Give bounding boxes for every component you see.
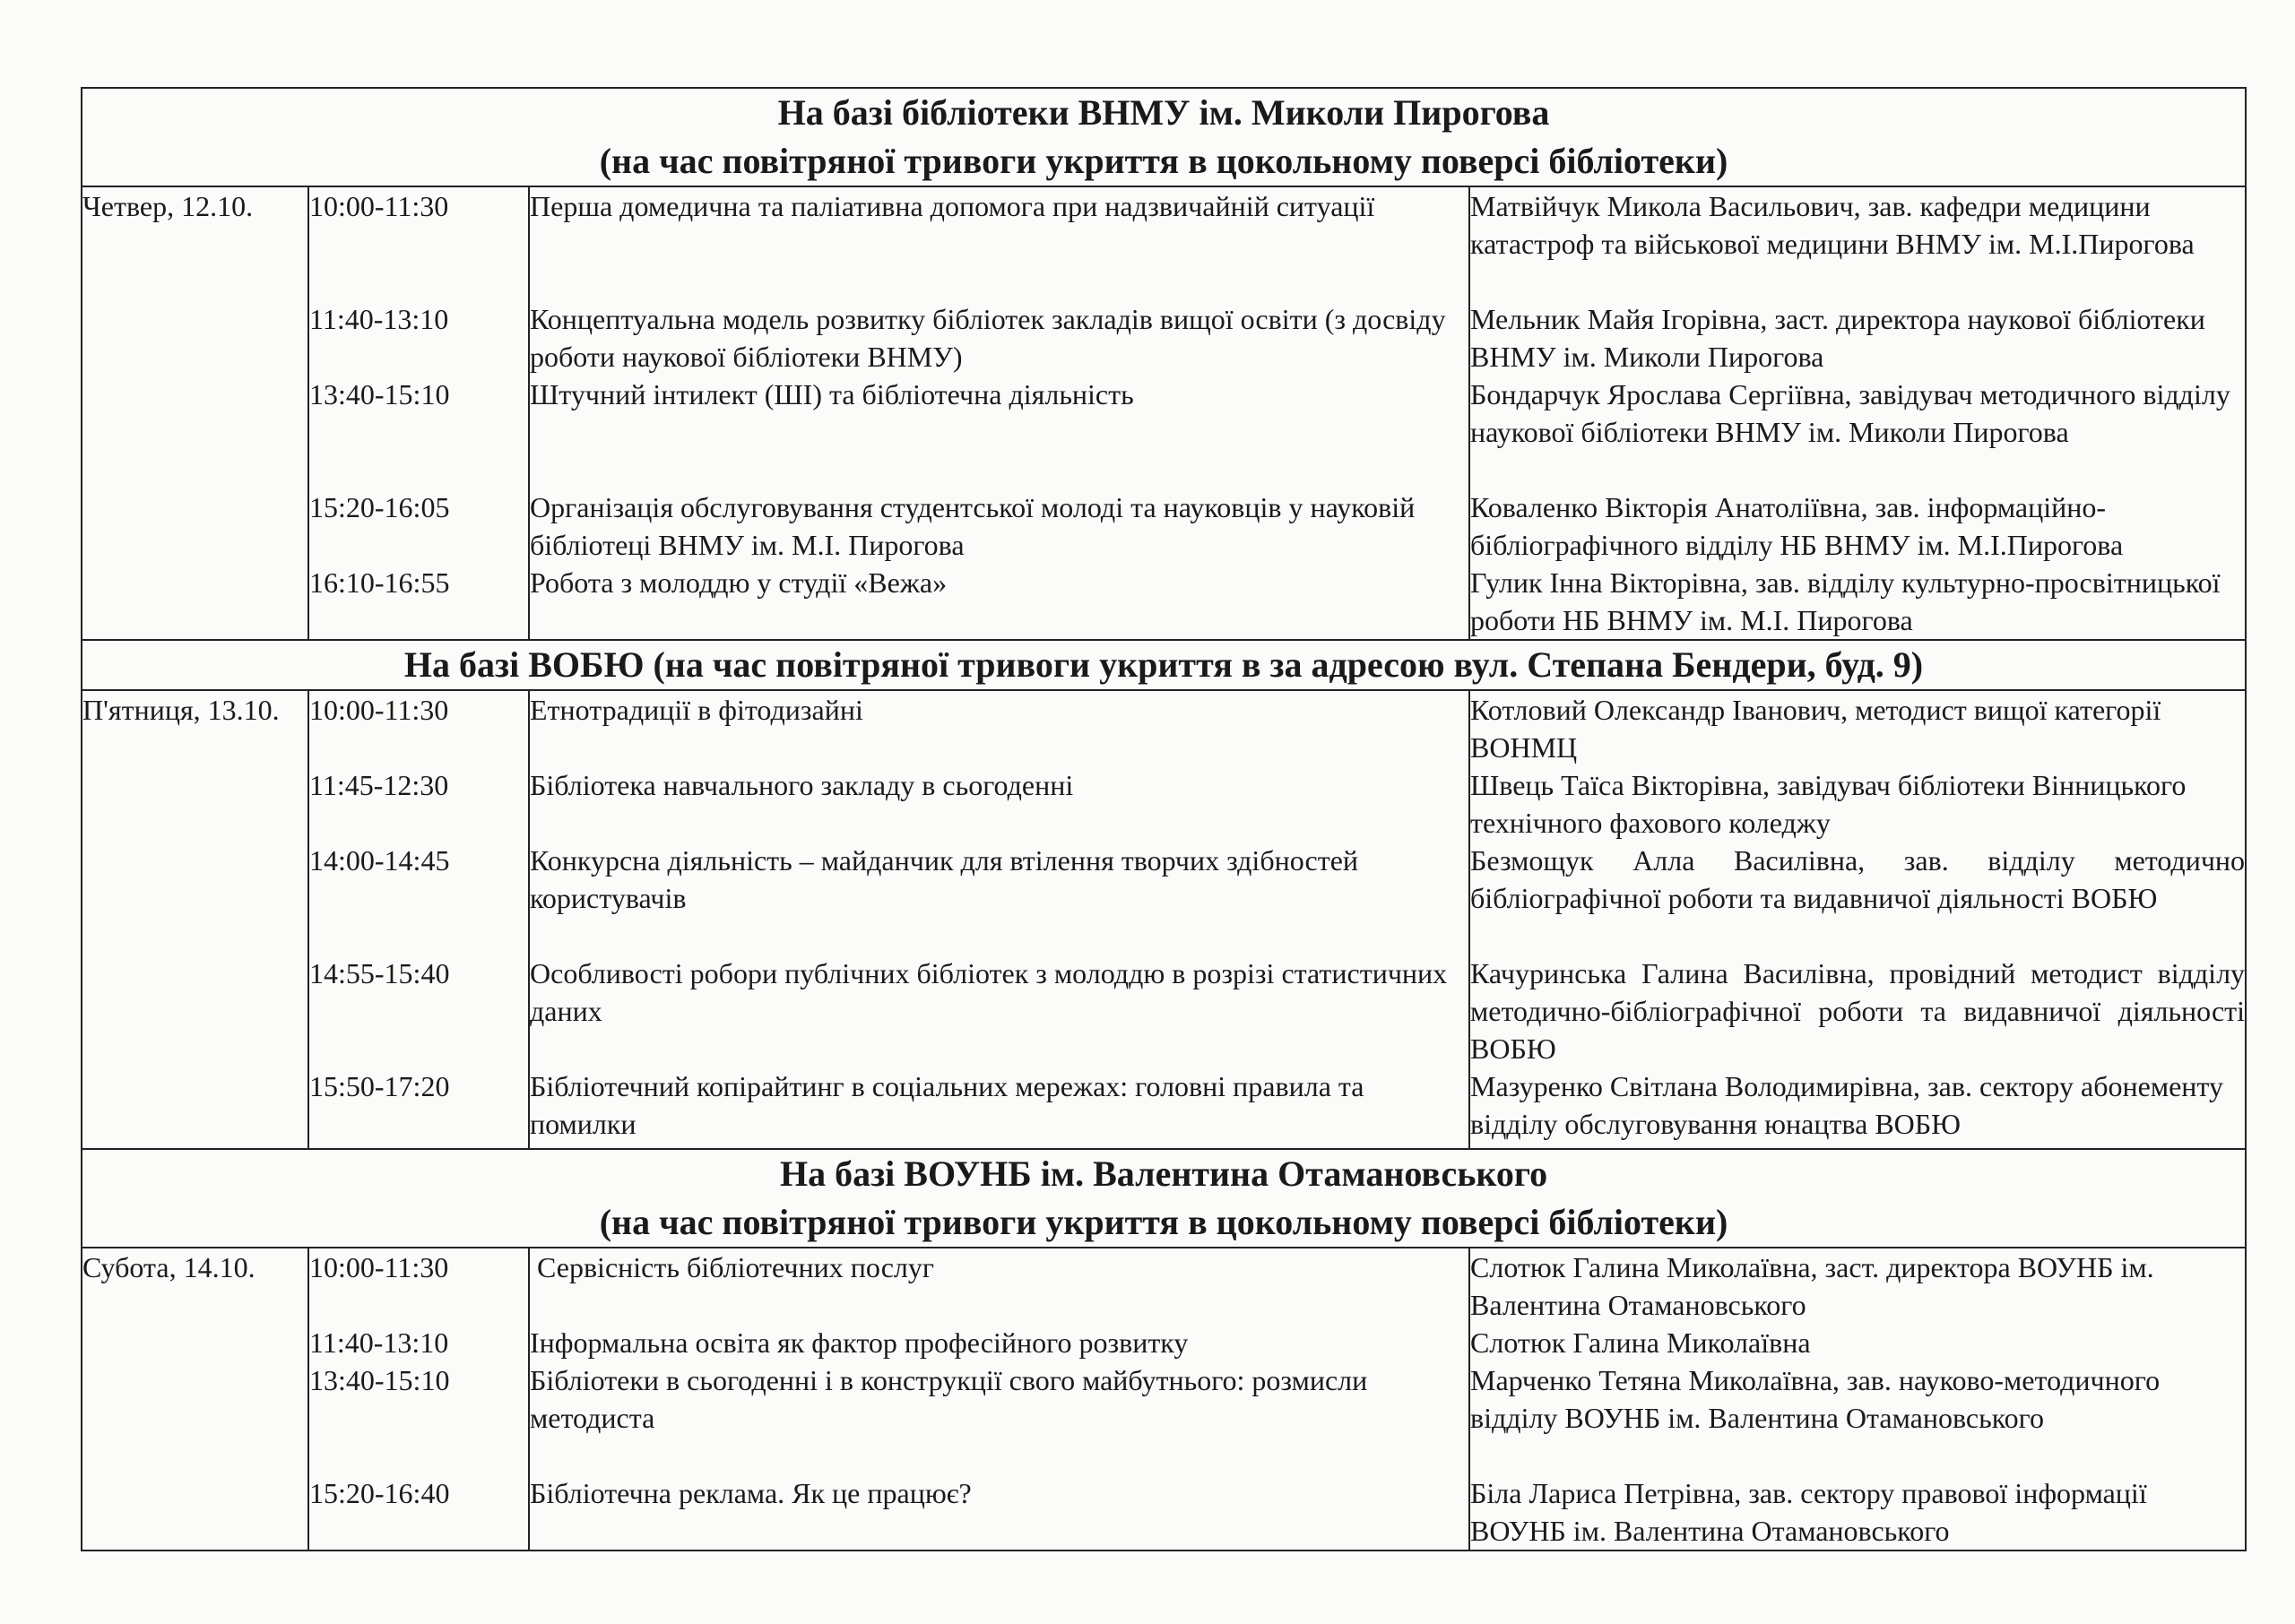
- time-slot: 15:50-17:20: [309, 1070, 450, 1102]
- topic-column: [529, 1248, 1469, 1551]
- topic: Перша домедична та паліативна допомога при надзвичайній ситуації: [530, 190, 1375, 222]
- topic: Бібліотека навчального закладу в сьогоденні: [530, 769, 1074, 801]
- topic: Робота з молоддю у студії «Вежа»: [530, 566, 948, 599]
- speaker: Мазуренко Світлана Володимирівна, зав. сектору абонементу відділу обслуговування юнацтва ВОБЮ: [1470, 1070, 2223, 1140]
- topic: Бібліотечна реклама. Як це працює?: [530, 1477, 972, 1509]
- time-column: [308, 690, 529, 1149]
- time-slot: 15:20-16:05: [309, 491, 450, 523]
- topic: Концептуальна модель розвитку бібліотек закладів вищої освіти (з досвіду роботи наукової бібліотеки ВНМУ): [530, 303, 1446, 373]
- topic-column: [529, 690, 1469, 1149]
- day-row: [82, 690, 2246, 1149]
- speaker: Коваленко Вікторія Анатоліївна, зав. інформаційно-бібліографічного відділу НБ ВНМУ ім. М.І.Пирогова: [1470, 491, 2124, 561]
- time-column: [308, 186, 529, 640]
- venue-header: [82, 640, 2246, 690]
- day-cell: Четвер, 12.10.: [82, 186, 308, 640]
- venue-shelter-note: (на час повітряної тривоги укриття в цокольному поверсі бібліотеки): [599, 141, 1728, 181]
- speaker: Качуринська Галина Василівна, провідний методист відділу методично-бібліографічної роботи та видавничої діяльності ВОБЮ: [1470, 957, 2246, 1065]
- speaker-column: [1469, 1248, 2246, 1551]
- time-slot: 11:40-13:10: [309, 303, 449, 335]
- topic: Етнотрадиції в фітодизайні: [530, 694, 863, 726]
- speaker: Швець Таїса Вікторівна, завідувач бібліотеки Вінницького технічного фахового коледжу: [1470, 769, 2187, 839]
- speaker: Мельник Майя Ігорівна, заст. директора наукової бібліотеки ВНМУ ім. Миколи Пирогова: [1470, 303, 2205, 373]
- venue-header: [82, 1149, 2246, 1248]
- time-slot: 14:00-14:45: [309, 844, 450, 877]
- venue-header: [82, 88, 2246, 186]
- topic: Конкурсна діяльність – майданчик для втілення творчих здібностей користувачів: [530, 844, 1359, 914]
- venue-title: На базі ВОУНБ ім. Валентина Отамановського: [779, 1153, 1548, 1194]
- schedule-table: [81, 87, 2247, 1551]
- time-column: [308, 1248, 529, 1551]
- topic: Бібліотечний копірайтинг в соціальних мережах: головні правила та помилки: [530, 1070, 1364, 1140]
- time-slot: 10:00-11:30: [309, 694, 449, 726]
- topic: Організація обслуговування студентської молоді та науковців у науковій бібліотеці ВНМУ ім. М.І. Пирогова: [530, 491, 1416, 561]
- venue-title: На базі бібліотеки ВНМУ ім. Миколи Пирогова: [777, 92, 1550, 133]
- speaker: Слотюк Галина Миколаївна, заст. директора ВОУНБ ім. Валентина Отамановського: [1470, 1251, 2154, 1321]
- speaker: Бондарчук Ярослава Сергіївна, завідувач методичного відділу наукової бібліотеки ВНМУ ім. Миколи Пирогова: [1470, 378, 2230, 448]
- time-slot: 13:40-15:10: [309, 378, 450, 410]
- topic-column: [529, 186, 1469, 640]
- speaker: Слотюк Галина Миколаївна: [1470, 1326, 1811, 1359]
- speaker: Біла Лариса Петрівна, зав. сектору правової інформації ВОУНБ ім. Валентина Отамановського: [1470, 1477, 2147, 1547]
- time-slot: 15:20-16:40: [309, 1477, 450, 1509]
- time-slot: 13:40-15:10: [309, 1364, 450, 1396]
- speaker-column: [1469, 186, 2246, 640]
- venue-shelter-note: (на час повітряної тривоги укриття в цокольному поверсі бібліотеки): [599, 1202, 1728, 1242]
- time-slot: 16:10-16:55: [309, 566, 450, 599]
- speaker: Котловий Олександр Іванович, методист вищої категорії ВОНМЦ: [1470, 694, 2161, 764]
- venue-title: На базі ВОБЮ (на час повітряної тривоги укриття в за адресою вул. Степана Бендери, буд. 9): [403, 644, 1924, 685]
- time-slot: 14:55-15:40: [309, 957, 450, 989]
- time-slot: 11:40-13:10: [309, 1326, 449, 1359]
- venue-header-row: [82, 640, 2246, 690]
- speaker: Марченко Тетяна Миколаївна, зав. науково-методичного відділу ВОУНБ ім. Валентина Отамановського: [1470, 1364, 2161, 1434]
- speaker-column: [1469, 690, 2246, 1149]
- time-slot: 10:00-11:30: [309, 190, 449, 222]
- day-row: [82, 1248, 2246, 1551]
- topic: Бібліотеки в сьогоденні і в конструкції свого майбутнього: розмисли методиста: [530, 1364, 1368, 1434]
- topic: Особливості робори публічних бібліотек з молоддю в розрізі статистичних даних: [530, 957, 1448, 1027]
- speaker: Гулик Інна Вікторівна, зав. відділу культурно-просвітницької роботи НБ ВНМУ ім. М.І. Пирогова: [1470, 566, 2221, 636]
- venue-header-row: [82, 88, 2246, 186]
- speaker: Безмощук Алла Василівна, зав. відділу методично бібліографічної роботи та видавничої діяльності ВОБЮ: [1470, 844, 2246, 914]
- time-slot: 10:00-11:30: [309, 1251, 449, 1283]
- venue-header-row: [82, 1149, 2246, 1248]
- speaker: Матвійчук Микола Васильович, зав. кафедри медицини катастроф та військової медицини ВНМУ ім. М.І.Пирогова: [1470, 190, 2195, 260]
- topic: Сервісність бібліотечних послуг: [537, 1251, 934, 1283]
- day-cell: П'ятниця, 13.10.: [82, 690, 308, 1149]
- topic: Штучний інтилект (ШІ) та бібліотечна діяльність: [530, 378, 1134, 410]
- day-row: [82, 186, 2246, 640]
- day-cell: Субота, 14.10.: [82, 1248, 308, 1551]
- topic: Інформальна освіта як фактор професійного розвитку: [530, 1326, 1189, 1359]
- time-slot: 11:45-12:30: [309, 769, 449, 801]
